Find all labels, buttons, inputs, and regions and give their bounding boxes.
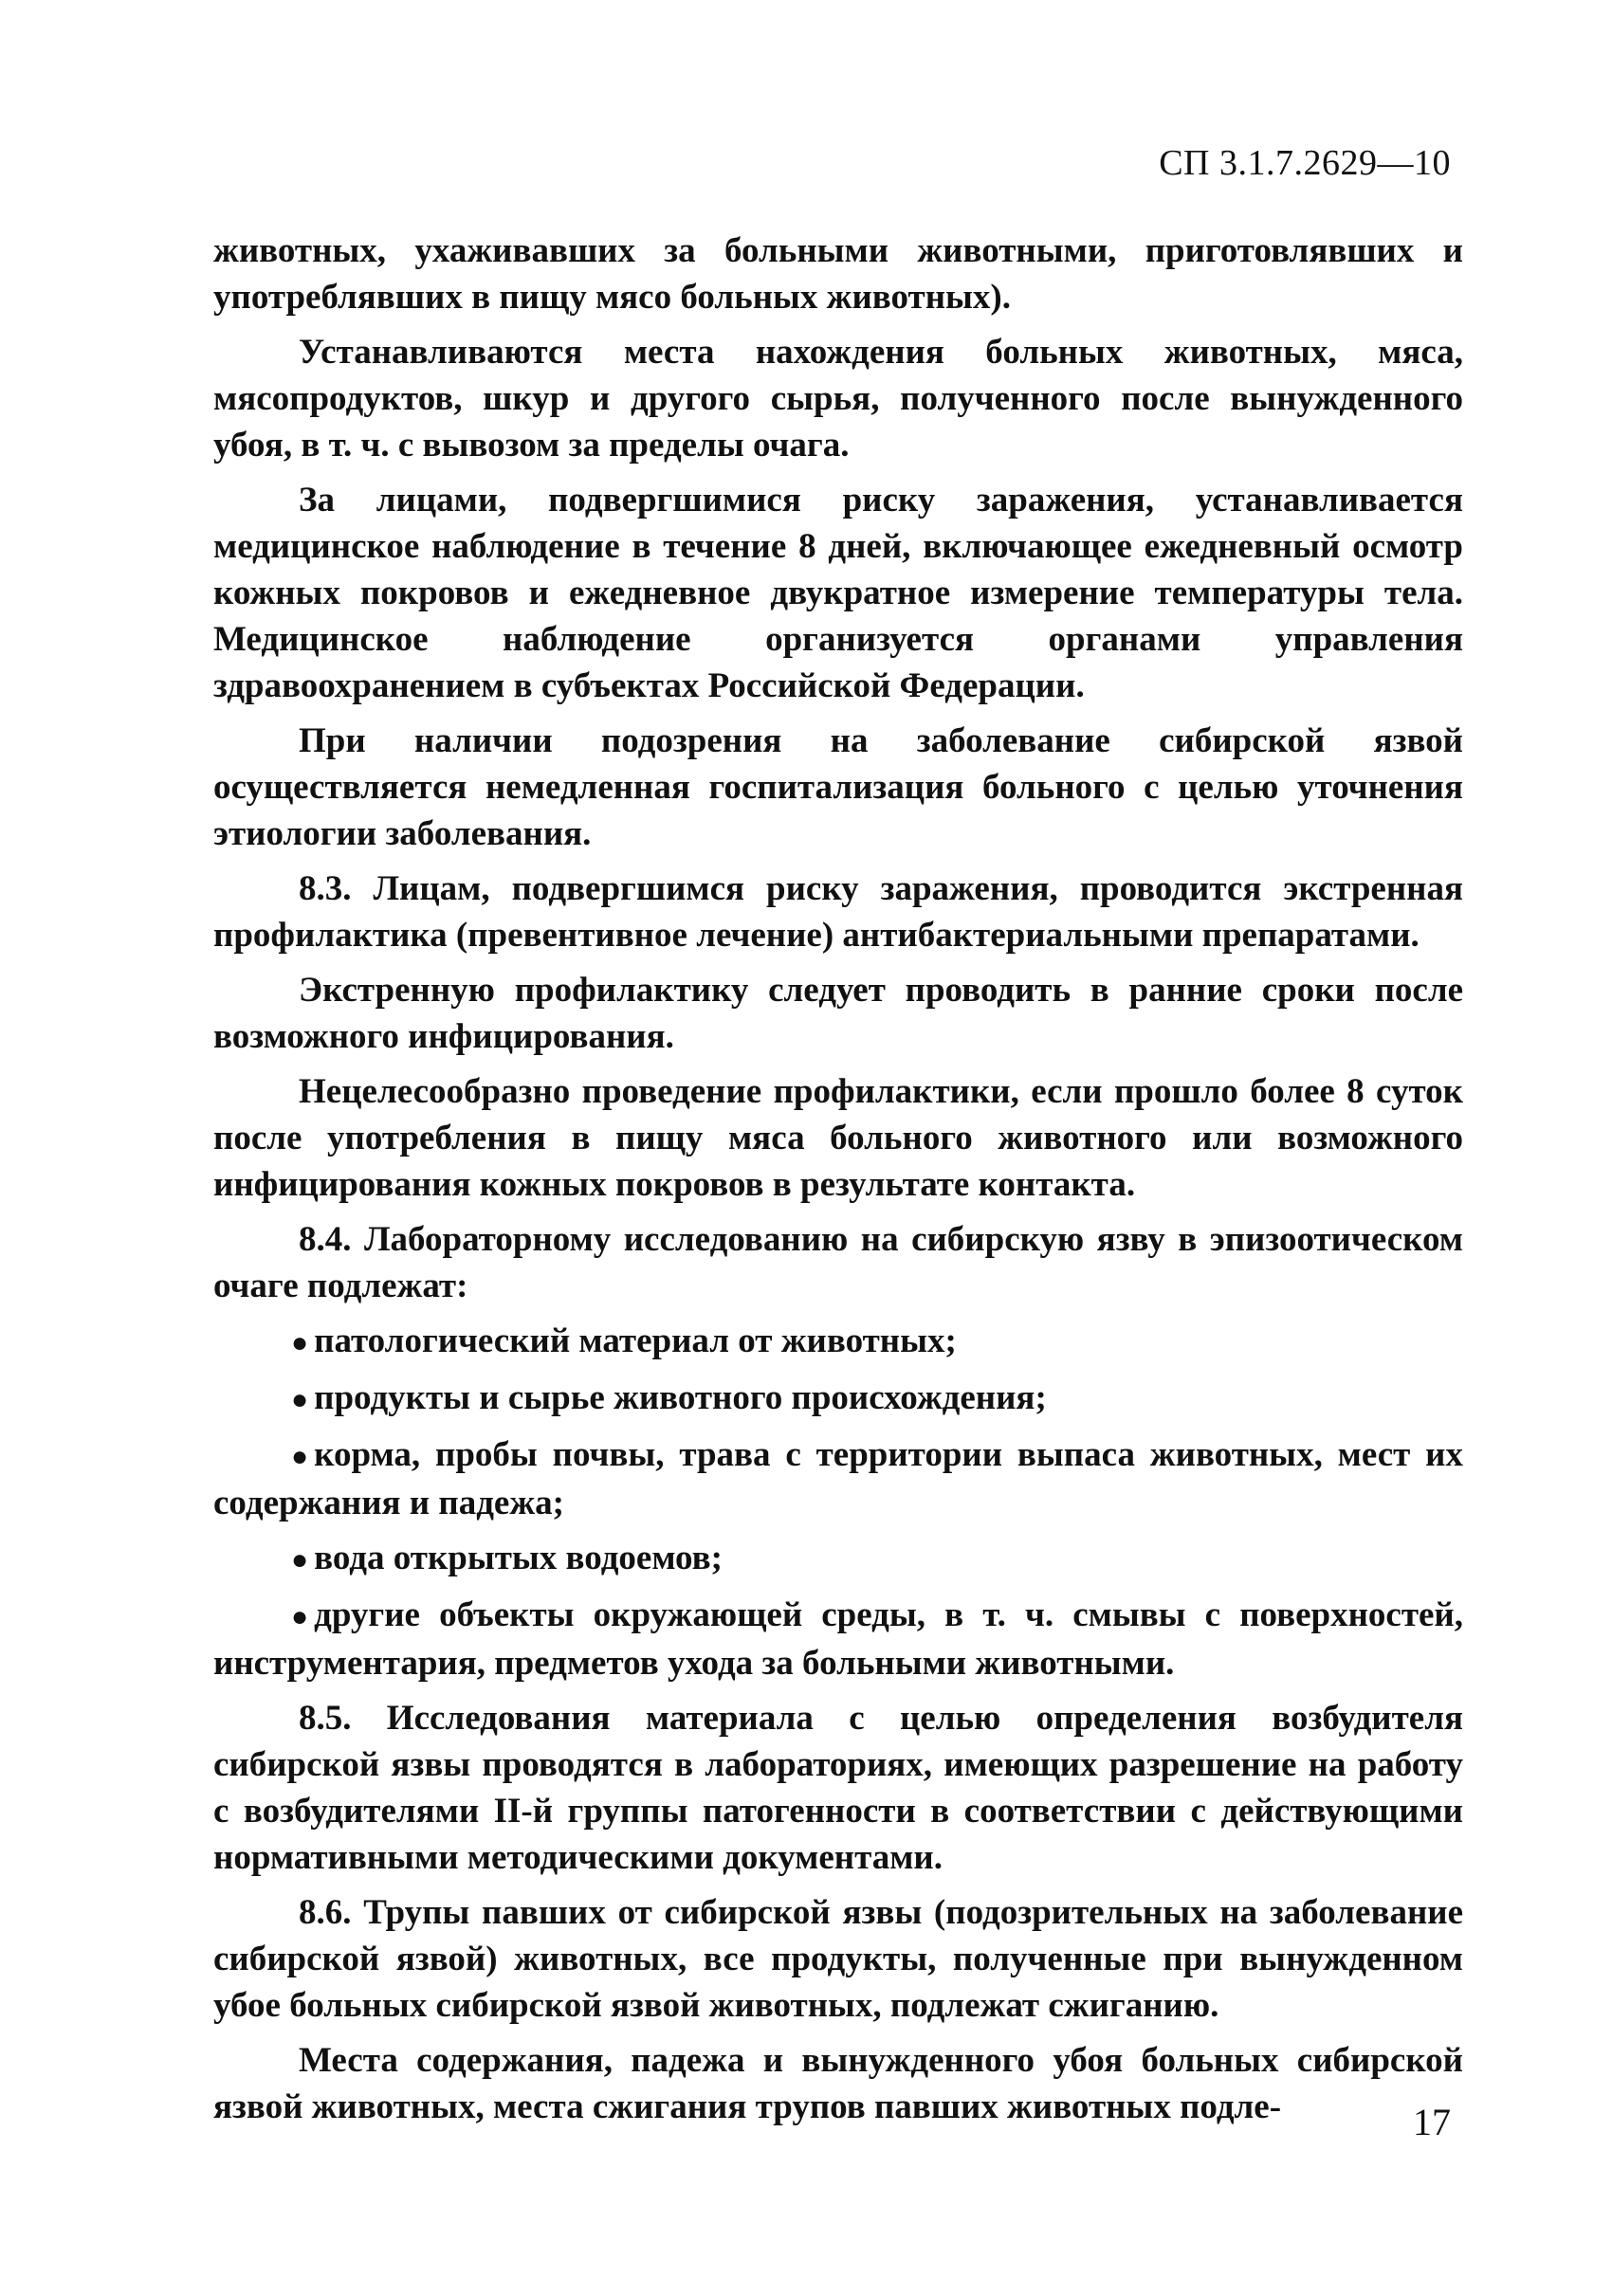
bullet-item (213, 1535, 1463, 1583)
paragraph-8-4: 8.4. Лабораторному исследованию на сибирскую язву в эпизоотическом очаге подлежат: (213, 1220, 1463, 1305)
bullet-text: вода открытых водоемов; (314, 1539, 723, 1577)
page-body (213, 228, 1463, 2139)
paragraph-8-6: 8.6. Трупы павших от сибирской язвы (подозрительных на заболевание сибирской язвой) животных, все продукты, полученные при вынужденном убое больных сибирской язвой животных, подлежат сжиганию. (213, 1893, 1463, 2025)
paragraph: При наличии подозрения на заболевание сибирской язвой осуществляется немедленная госпитализация больного с целью уточнения этиологии заболевания. (213, 721, 1463, 853)
paragraph: Экстренную профилактику следует проводить в ранние сроки после возможного инфицирования. (213, 971, 1463, 1056)
bullet-dot-icon: ● (291, 1327, 309, 1358)
bullet-text: корма, пробы почвы, трава с территории выпаса животных, мест их содержания и падежа; (213, 1435, 1463, 1522)
bullet-item (213, 1431, 1463, 1526)
bullet-item (213, 1375, 1463, 1423)
paragraph: Нецелесообразно проведение профилактики, если прошло более 8 суток после употребления в пищу мяса больного животного или возможного инфицирования кожных покровов в результате контакта. (213, 1072, 1463, 1204)
paragraph: Устанавливаются места нахождения больных животных, мяса, мясопродуктов, шкур и другого сырья, полученного после вынужденного убоя, в т. ч. с вывозом за пределы очага. (213, 333, 1463, 465)
bullet-item (213, 1318, 1463, 1366)
paragraph-continuation: животных, ухаживавших за больными животными, приготовлявших и употреблявших в пищу мясо больных животных). (213, 231, 1463, 317)
bullet-text: патологический материал от животных; (314, 1321, 957, 1360)
bullet-list (213, 1318, 1463, 1686)
paragraph: За лицами, подвергшимися риску заражения, устанавливается медицинское наблюдение в течение 8 дней, включающее ежедневный осмотр кожных покровов и ежедневное двукратное измерение температуры тела. Медицинское наблюдение организуется органами управления здравоохранением в субъектах Российской Федерации. (213, 481, 1463, 705)
paragraph-8-3: 8.3. Лицам, подвергшимся риску заражения, проводится экстренная профилактика (превентивное лечение) антибактериальными препаратами. (213, 869, 1463, 955)
bullet-item (213, 1592, 1463, 1686)
paragraph-8-5: 8.5. Исследования материала с целью определения возбудителя сибирской язвы проводятся в лабораториях, имеющих разрешение на работу с возбудителями II-й группы патогенности в соответствии с действующими нормативными методическими документами. (213, 1699, 1463, 1877)
page-number: 17 (1413, 2101, 1451, 2143)
paragraph: Места содержания, падежа и вынужденного убоя больных сибирской язвой животных, места сжигания трупов павших животных подле- (213, 2041, 1463, 2126)
bullet-text: продукты и сырье животного происхождения; (314, 1378, 1047, 1417)
bullet-dot-icon: ● (291, 1544, 309, 1576)
bullet-text: другие объекты окружающей среды, в т. ч. смывы с поверхностей, инструментария, предметов ухода за больными животными. (213, 1595, 1463, 1683)
bullet-dot-icon: ● (291, 1441, 309, 1472)
bullet-dot-icon: ● (291, 1384, 309, 1415)
document-code-header: СП 3.1.7.2629—10 (1159, 143, 1451, 183)
bullet-dot-icon: ● (291, 1601, 309, 1632)
